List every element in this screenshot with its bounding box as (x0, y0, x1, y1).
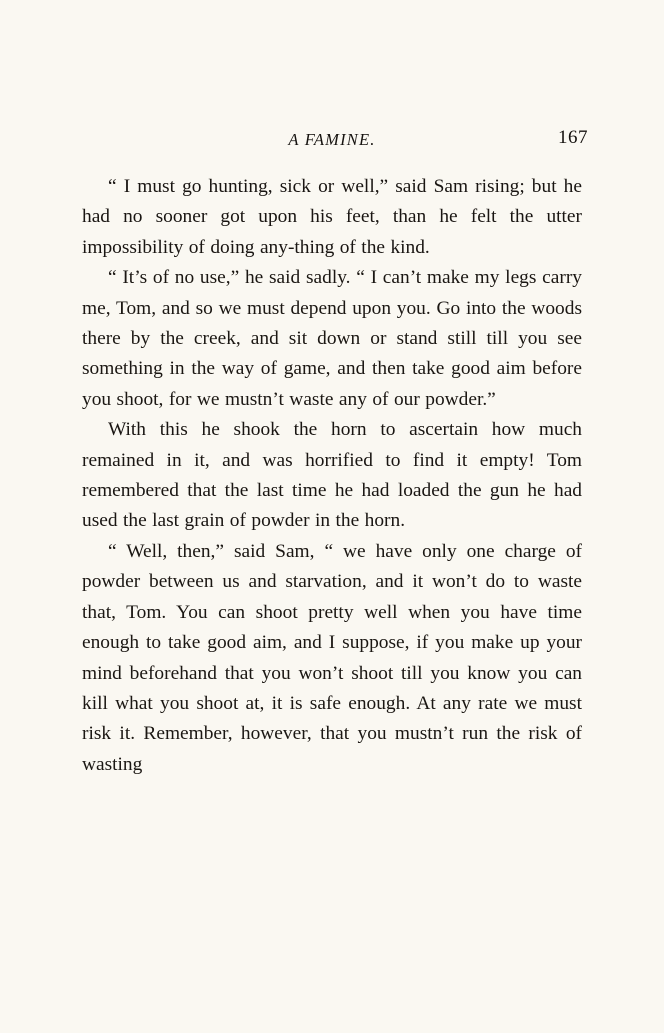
paragraph: With this he shook the horn to ascertain how much remained in it, and was horrified to find it empty! Tom remembered that the last time he had loaded the gun he had used the last grain of powder in the horn. (82, 419, 582, 532)
body-text (82, 172, 582, 780)
page-content (82, 127, 588, 780)
paragraph: “ I must go hunting, sick or well,” said Sam rising; but he had no sooner got upon his feet, than he felt the utter impossibility of doing any-thing of the kind. (82, 176, 582, 258)
paragraph: “ It’s of no use,” he said sadly. “ I can’t make my legs carry me, Tom, and so we must depend upon you. Go into the woods there by the creek, and sit down or stand still till you see something in the way of game, and then take good aim before you shoot, for we mustn’t waste any of our powder.” (82, 267, 582, 410)
running-head (82, 127, 588, 160)
paragraph: “ Well, then,” said Sam, “ we have only one charge of powder between us and starvation, and it won’t do to waste that, Tom. You can shoot pretty well when you have time enough to take good aim, and I suppose, if you make up your mind beforehand that you won’t shoot till you know you can kill what you shoot at, it is safe enough. At any rate we must risk it. Remember, however, that you mustn’t run the risk of wasting (82, 540, 582, 775)
chapter-title: A FAMINE. (288, 130, 376, 149)
page-number: 167 (558, 127, 588, 148)
